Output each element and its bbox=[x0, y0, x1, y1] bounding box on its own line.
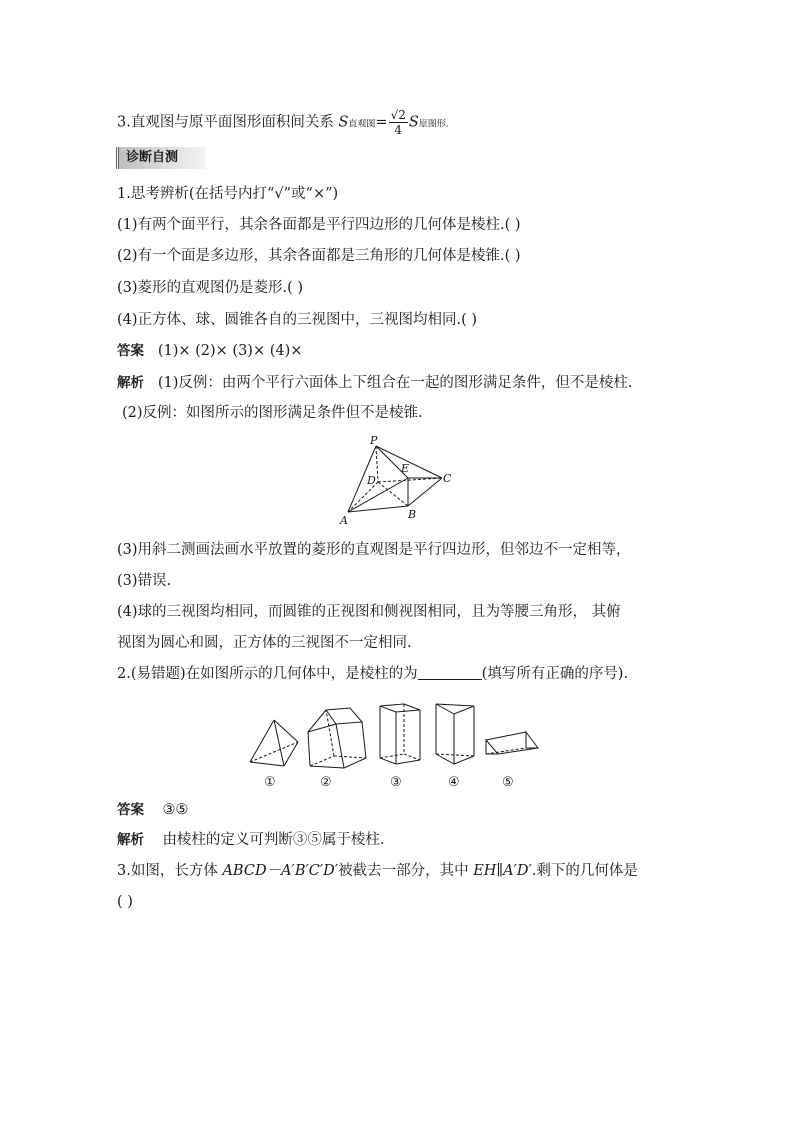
q2-analysis-label: 解析 bbox=[117, 832, 144, 848]
answer-text: (1)× (2)× (3)× (4)× bbox=[157, 343, 303, 359]
section-badge: 诊断自测 bbox=[116, 147, 206, 169]
q1-item-1: (1)有两个面平行，其余各面都是平行四边形的几何体是棱柱.( ) bbox=[117, 217, 521, 233]
solid-2-frustum bbox=[308, 708, 366, 768]
q1-title: 1.思考辨析(在括号内打“√”或“×”) bbox=[117, 186, 339, 202]
q3-paren[interactable]: ( ) bbox=[117, 894, 133, 910]
q1-answer bbox=[117, 341, 302, 361]
q2-answer-text: ③⑤ bbox=[162, 802, 189, 818]
solid-1-pyramid bbox=[250, 720, 298, 766]
q3-suffix: .剩下的几何体是 bbox=[531, 863, 638, 879]
q1-analysis-3b: (3)错误. bbox=[117, 573, 172, 589]
shape-label-5: ⑤ bbox=[502, 775, 514, 790]
q1-item-4: (4)正方体、球、圆锥各自的三视图中，三视图均相同.( ) bbox=[117, 312, 478, 328]
shape-label-1: ① bbox=[264, 775, 276, 790]
vertex-label-c: C bbox=[443, 472, 452, 485]
formula-s1: S bbox=[338, 114, 349, 131]
formula-eq: = bbox=[375, 114, 388, 131]
formula-s2: S bbox=[408, 114, 419, 131]
q1-analysis-4b: 视图为圆心和圆，正方体的三视图不一定相同. bbox=[117, 635, 412, 651]
q1-analysis-2: (2)反例：如图所示的图形满足条件但不是棱锥. bbox=[122, 405, 423, 421]
fraction-numerator: √2 bbox=[390, 108, 406, 122]
q2-analysis bbox=[117, 830, 385, 850]
formula-prefix: 3.直观图与原平面图形面积间关系 bbox=[117, 114, 339, 131]
pyramid-figure bbox=[330, 432, 460, 528]
solid-3-box bbox=[380, 704, 420, 764]
answer-label: 答案 bbox=[117, 343, 144, 359]
q1-analysis-3a: (3)用斜二测画法画水平放置的菱形的直观图是平行四边形，但邻边不一定相等， bbox=[117, 542, 631, 558]
q2-suffix: (填写所有正确的序号). bbox=[481, 666, 629, 682]
q3-abcd: ABCD－A′B′C′D′ bbox=[222, 863, 339, 879]
fraction-denominator: 4 bbox=[394, 123, 403, 137]
vertex-label-e: E bbox=[401, 462, 410, 475]
formula-s2-sub: 原图形. bbox=[418, 119, 449, 130]
q2-answer bbox=[117, 800, 188, 820]
q1-analysis-4a: (4)球的三视图均相同，而圆锥的正视图和侧视图相同，且为等腰三角形， 其俯 bbox=[117, 604, 621, 620]
solids-figure bbox=[240, 696, 560, 792]
q2-answer-label: 答案 bbox=[117, 802, 144, 818]
q3-mid: 被截去一部分，其中 bbox=[338, 863, 474, 879]
formula-line bbox=[117, 108, 449, 137]
analysis-text-1: (1)反例：由两个平行六面体上下组合在一起的图形满足条件，但不是棱柱. bbox=[157, 375, 633, 391]
vertex-label-p: P bbox=[370, 434, 378, 447]
q1-item-2: (2)有一个面是多边形，其余各面都是三角形的几何体是棱锥.( ) bbox=[117, 248, 521, 264]
q1-item-3: (3)菱形的直观图仍是菱形.( ) bbox=[117, 280, 304, 296]
q2-stem bbox=[117, 664, 628, 684]
vertex-label-a: A bbox=[340, 514, 348, 527]
solid-4-wedge bbox=[436, 704, 474, 764]
q3-eh: EH∥A′D′ bbox=[473, 863, 532, 879]
shape-label-2: ② bbox=[320, 775, 332, 790]
vertex-label-d: D bbox=[367, 474, 376, 487]
q1-analysis-1 bbox=[117, 373, 632, 393]
analysis-label: 解析 bbox=[117, 375, 144, 391]
formula-s1-sub: 直观图 bbox=[348, 119, 376, 130]
q3-stem bbox=[117, 861, 638, 881]
answer-blank[interactable] bbox=[418, 665, 482, 680]
solid-5-prism bbox=[486, 732, 538, 754]
formula-fraction bbox=[389, 108, 408, 137]
q2-analysis-text: 由棱柱的定义可判断③⑤属于棱柱. bbox=[162, 832, 385, 848]
q3-prefix: 3.如图，长方体 bbox=[117, 863, 223, 879]
shape-label-3: ③ bbox=[390, 775, 402, 790]
q2-prefix: 2.(易错题)在如图所示的几何体中，是棱柱的为 bbox=[117, 666, 418, 682]
vertex-label-b: B bbox=[408, 508, 417, 521]
shape-label-4: ④ bbox=[448, 775, 460, 790]
